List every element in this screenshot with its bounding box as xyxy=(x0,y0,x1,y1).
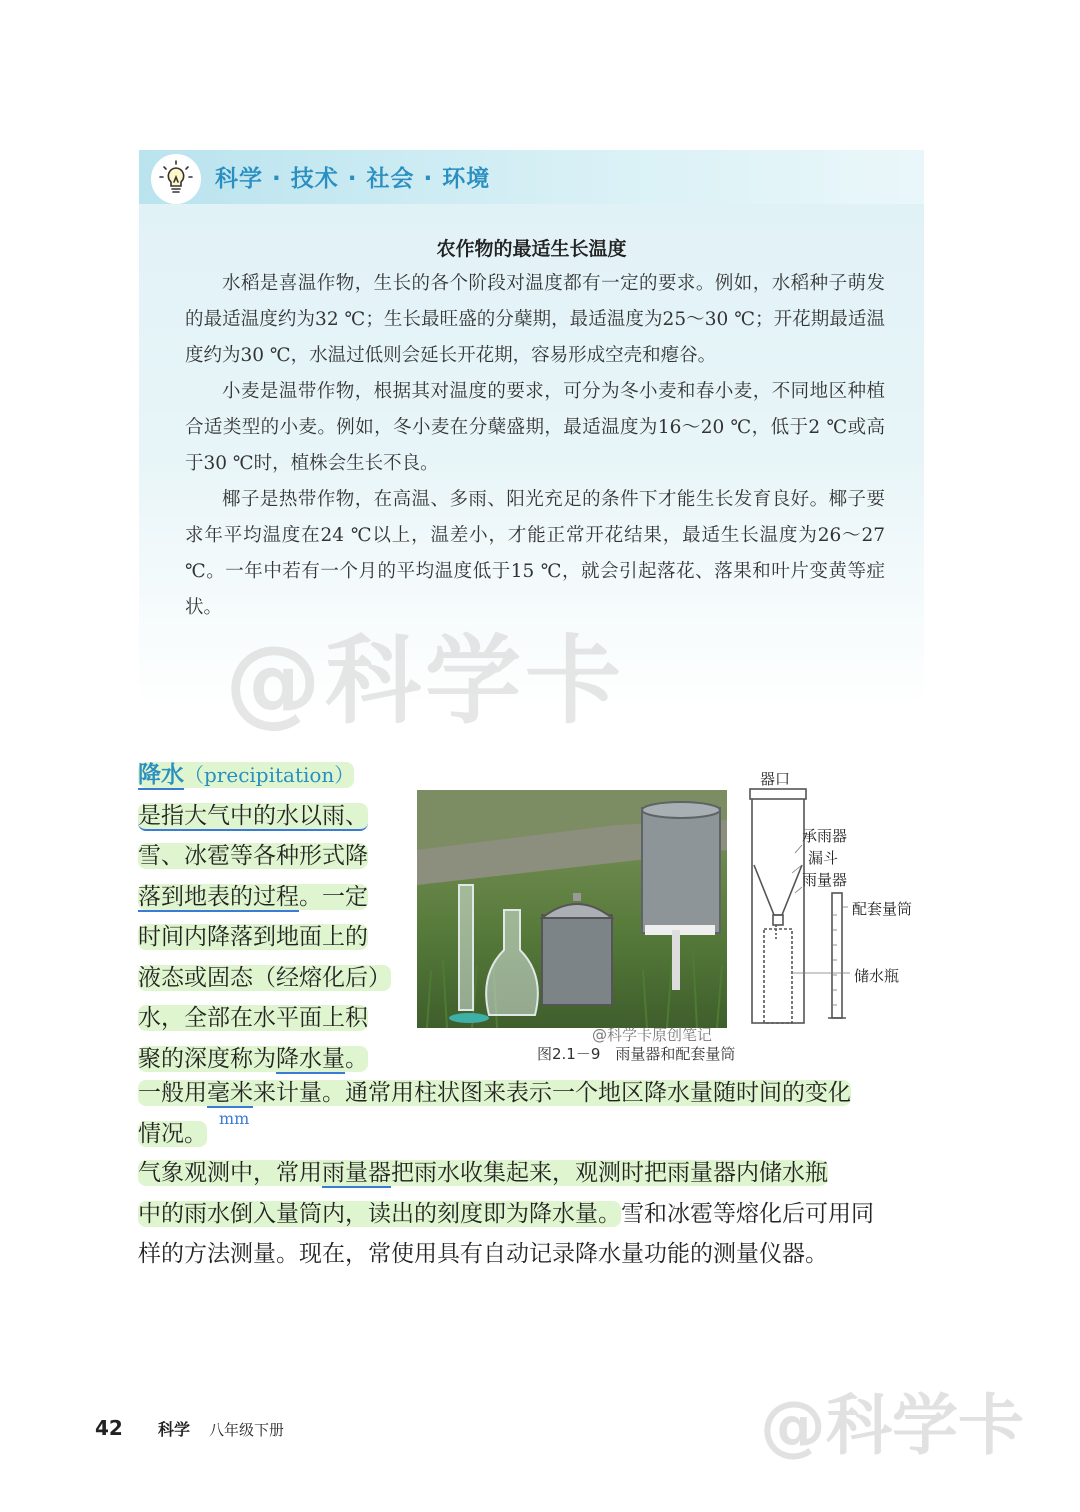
term-millimeter: 毫米 xyxy=(207,1080,253,1106)
watermark-large: @科学卡 xyxy=(225,625,625,737)
p2-line-1a: 气象观测中，常用 xyxy=(138,1160,322,1186)
unit-line-c: 来计量。通常用柱状图来表示一个地区降水量随时间的变化 xyxy=(253,1080,851,1106)
def-line-4b: 。一定 xyxy=(299,883,368,910)
label-gauge: 雨量器 xyxy=(802,871,848,889)
term-precipitation-en: （precipitation） xyxy=(184,763,355,787)
watermark-small: @科学卡 xyxy=(760,1387,1024,1464)
def-line-8a: 聚的深度称为 xyxy=(138,1045,276,1072)
label-funnel: 漏斗 xyxy=(808,849,839,867)
def-line-7: 水，全部在水平面上积 xyxy=(138,1005,368,1031)
lightbulb-icon xyxy=(151,154,201,204)
p2-line-2b: 雪和冰雹等熔化后可用同 xyxy=(621,1200,874,1227)
p2-line-2a: 中的雨水倒入量筒内，读出的刻度即为降水量。 xyxy=(138,1200,621,1227)
def-line-4a: 落到地表的过程 xyxy=(138,883,299,910)
rain-gauge-diagram xyxy=(740,765,930,1035)
term-rain-gauge: 雨量器 xyxy=(322,1160,391,1186)
term-precipitation: 降水 xyxy=(138,762,184,788)
rain-gauge-paragraph xyxy=(138,1153,928,1275)
page-number: 42 xyxy=(95,1416,123,1440)
footer-subject: 科学 xyxy=(157,1420,190,1439)
info-box-title: 科学 · 技术 · 社会 · 环境 xyxy=(215,166,491,192)
unit-sentence xyxy=(138,1073,928,1154)
p2-line-1c: 把雨水收集起来，观测时把雨量器内储水瓶 xyxy=(391,1160,828,1186)
label-cylinder: 配套量筒 xyxy=(852,900,913,918)
label-bottle: 储水瓶 xyxy=(854,967,900,985)
paragraph-coconut: 椰子是热带作物，在高温、多雨、阳光充足的条件下才能生长发育良好。椰子要求年平均温度在24 ℃以上，温差小，才能正常开花结果，最适生长温度为26～27 ℃。一年中若有一个月的平均温度低于15 ℃，就会引起落花、落果和叶片变黄等症状。 xyxy=(185,489,885,618)
rain-gauge-photo xyxy=(417,790,727,1028)
info-body xyxy=(185,266,885,626)
info-box-header xyxy=(139,150,924,204)
term-precipitation-amount: 降水量 xyxy=(276,1045,345,1072)
label-mouth: 器口 xyxy=(760,770,791,788)
def-line-6: 液态或固态（经熔化后） xyxy=(138,964,391,991)
unit-line-a: 一般用 xyxy=(138,1080,207,1106)
label-receiver: 承雨器 xyxy=(802,827,848,845)
p2-line-3: 样的方法测量。现在，常使用具有自动记录降水量功能的测量仪器。 xyxy=(138,1241,828,1267)
paragraph-rice: 水稻是喜温作物，生长的各个阶段对温度都有一定的要求。例如，水稻种子萌发的最适温度约为32 ℃；生长最旺盛的分蘖期，最适温度为25～30 ℃；开花期最适温度约为30 ℃，水温过低则会延长开花期，容易形成空壳和瘪谷。 xyxy=(185,273,885,366)
figure-watermark: @科学卡原创笔记 xyxy=(592,1026,713,1044)
article-title: 农作物的最适生长温度 xyxy=(436,238,627,260)
def-line-5: 时间内降落到地面上的 xyxy=(138,924,368,950)
page-footer xyxy=(95,1416,284,1440)
def-line-3: 雪、冰雹等各种形式降 xyxy=(138,843,368,869)
footer-grade: 八年级下册 xyxy=(209,1421,285,1439)
unit-line-end: 情况。 xyxy=(138,1120,207,1147)
handwritten-mm-note: mm xyxy=(219,1109,250,1128)
def-line-2: 是指大气中的水以雨、 xyxy=(138,802,368,829)
paragraph-wheat: 小麦是温带作物，根据其对温度的要求，可分为冬小麦和春小麦，不同地区种植合适类型的小麦。例如，冬小麦在分蘖盛期，最适温度为16～20 ℃，低于2 ℃或高于30 ℃时，植株会生长不良。 xyxy=(185,381,885,474)
figure-caption: 图2.1－9 雨量器和配套量筒 xyxy=(537,1045,736,1063)
def-line-8c: 。 xyxy=(345,1045,368,1072)
precipitation-definition xyxy=(138,755,396,1079)
